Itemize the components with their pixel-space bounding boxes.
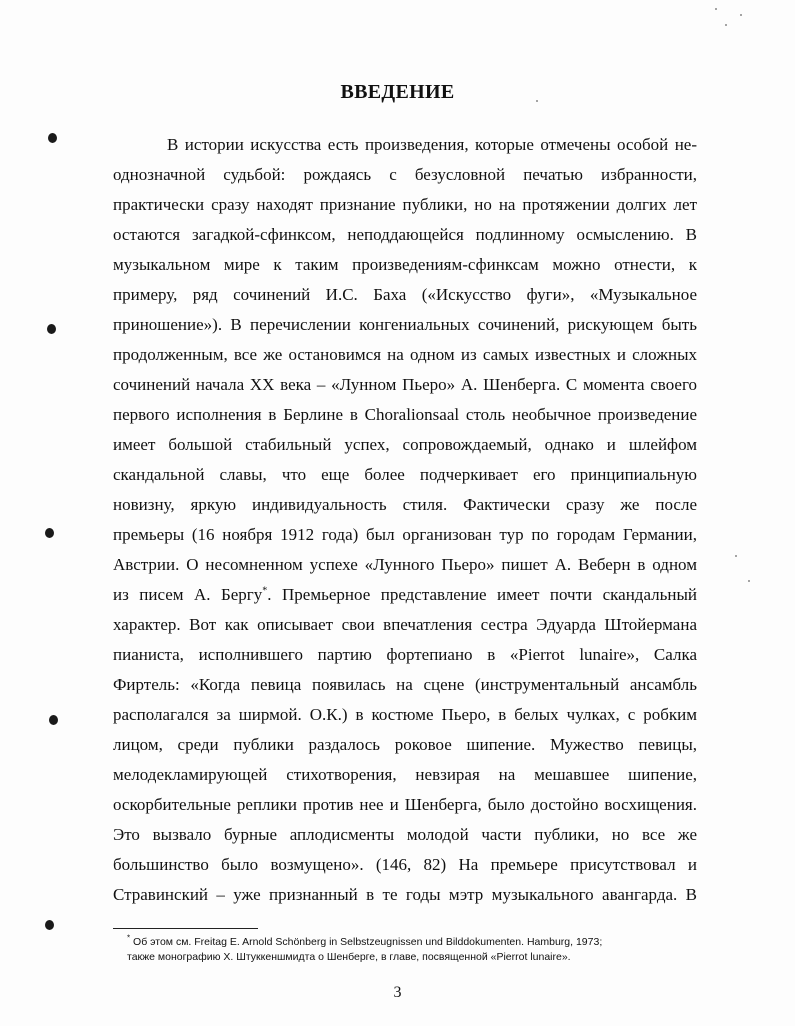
text-line: мелодекламирующей стихотворения, невзирая на мешавшее шипение, bbox=[113, 765, 697, 784]
scan-speck bbox=[715, 8, 717, 10]
scan-speck bbox=[725, 24, 727, 26]
text-line: премьеры (16 ноября 1912 года) был организован тур по городам Германии, bbox=[113, 525, 697, 544]
scan-speck bbox=[735, 555, 737, 557]
text-line: однозначной судьбой: рождаясь с безусловной печатью избранности, bbox=[113, 165, 697, 184]
text-line: Австрии. О несомненном успехе «Лунного Пьеро» пишет А. Веберн в одном bbox=[113, 555, 697, 574]
text-line: Фиртель: «Когда певица появилась на сцене (инструментальный ансамбль bbox=[113, 675, 697, 694]
text-line: приношение»). В перечислении конгениальных сочинений, рискующем быть bbox=[113, 315, 697, 334]
scan-speck bbox=[740, 14, 742, 16]
footnote-line bbox=[127, 935, 687, 950]
text-line: оскорбительные реплики против нее и Шенберга, было достойно восхищения. bbox=[113, 795, 697, 814]
text-line: продолженным, все же остановимся на одном из самых известных и сложных bbox=[113, 345, 697, 364]
text-line: Стравинский – уже признанный в те годы мэтр музыкального авангарда. В bbox=[113, 885, 697, 904]
text-line: новизну, яркую индивидуальность стиля. Фактически сразу же после bbox=[113, 495, 697, 514]
text-line: пианиста, исполнившего партию фортепиано в «Pierrot lunaire», Салка bbox=[113, 645, 697, 664]
footnote bbox=[127, 935, 687, 965]
text-line: музыкальном мире к таким произведениям-сфинксам можно отнести, к bbox=[113, 255, 697, 274]
scan-speck bbox=[536, 100, 538, 102]
body-text bbox=[113, 130, 697, 910]
footnote-line: также монографию Х. Штуккеншмидта о Шенберге, в главе, посвященной «Pierrot lunaire». bbox=[127, 951, 571, 963]
footnote-mark: * bbox=[127, 933, 131, 943]
text-line: Это вызвало бурные аплодисменты молодой части публики, но все же bbox=[113, 825, 697, 844]
punch-hole-mark bbox=[45, 528, 54, 538]
text-line: примеру, ряд сочинений И.С. Баха («Искусство фуги», «Музыкальное bbox=[113, 285, 697, 304]
text-line: характер. Вот как описывает свои впечатления сестра Эдуарда Штойермана bbox=[113, 615, 697, 634]
footnote-text: Об этом см. Freitag E. Arnold Schönberg in Selbstzeugnissen und Bilddokumenten. Hamburg, 1973; bbox=[133, 936, 603, 948]
punch-hole-mark bbox=[45, 920, 54, 930]
text-line-with-footnote-ref bbox=[113, 580, 697, 610]
page-number: 3 bbox=[393, 984, 402, 1001]
footnote-separator bbox=[113, 928, 258, 929]
text-line: остаются загадкой-сфинксом, неподдающейся подлинному осмыслению. В bbox=[113, 225, 697, 244]
scan-speck bbox=[748, 580, 750, 582]
text-line: скандальной славы, что еще более подчеркивает его принципиальную bbox=[113, 465, 697, 484]
chapter-title: ВВЕДЕНИЕ bbox=[340, 81, 455, 103]
text-line: практически сразу находят признание публики, но на протяжении долгих лет bbox=[113, 195, 697, 214]
punch-hole-mark bbox=[49, 715, 58, 725]
text-line: В истории искусства есть произведения, которые отмечены особой не- bbox=[167, 135, 697, 154]
text-line-start: из писем А. Бергу bbox=[113, 585, 263, 604]
punch-hole-mark bbox=[48, 133, 57, 143]
text-line: имеет большой стабильный успех, сопровождаемый, однако и шлейфом bbox=[113, 435, 697, 454]
text-line: располагался за ширмой. О.К.) в костюме Пьеро, в белых чулках, с робким bbox=[113, 705, 697, 724]
text-line: сочинений начала XX века – «Лунном Пьеро» А. Шенберга. С момента своего bbox=[113, 375, 697, 394]
text-line-end: . Премьерное представление имеет почти скандальный bbox=[267, 585, 697, 604]
punch-hole-mark bbox=[47, 324, 56, 334]
text-line: первого исполнения в Берлине в Choralionsaal столь необычное произведение bbox=[113, 405, 697, 424]
footnote-reference-mark[interactable]: * bbox=[262, 585, 268, 597]
text-line: лицом, среди публики раздалось роковое шипение. Мужество певицы, bbox=[113, 735, 697, 754]
text-line: большинство было возмущено». (146, 82) На премьере присутствовал и bbox=[113, 855, 697, 874]
